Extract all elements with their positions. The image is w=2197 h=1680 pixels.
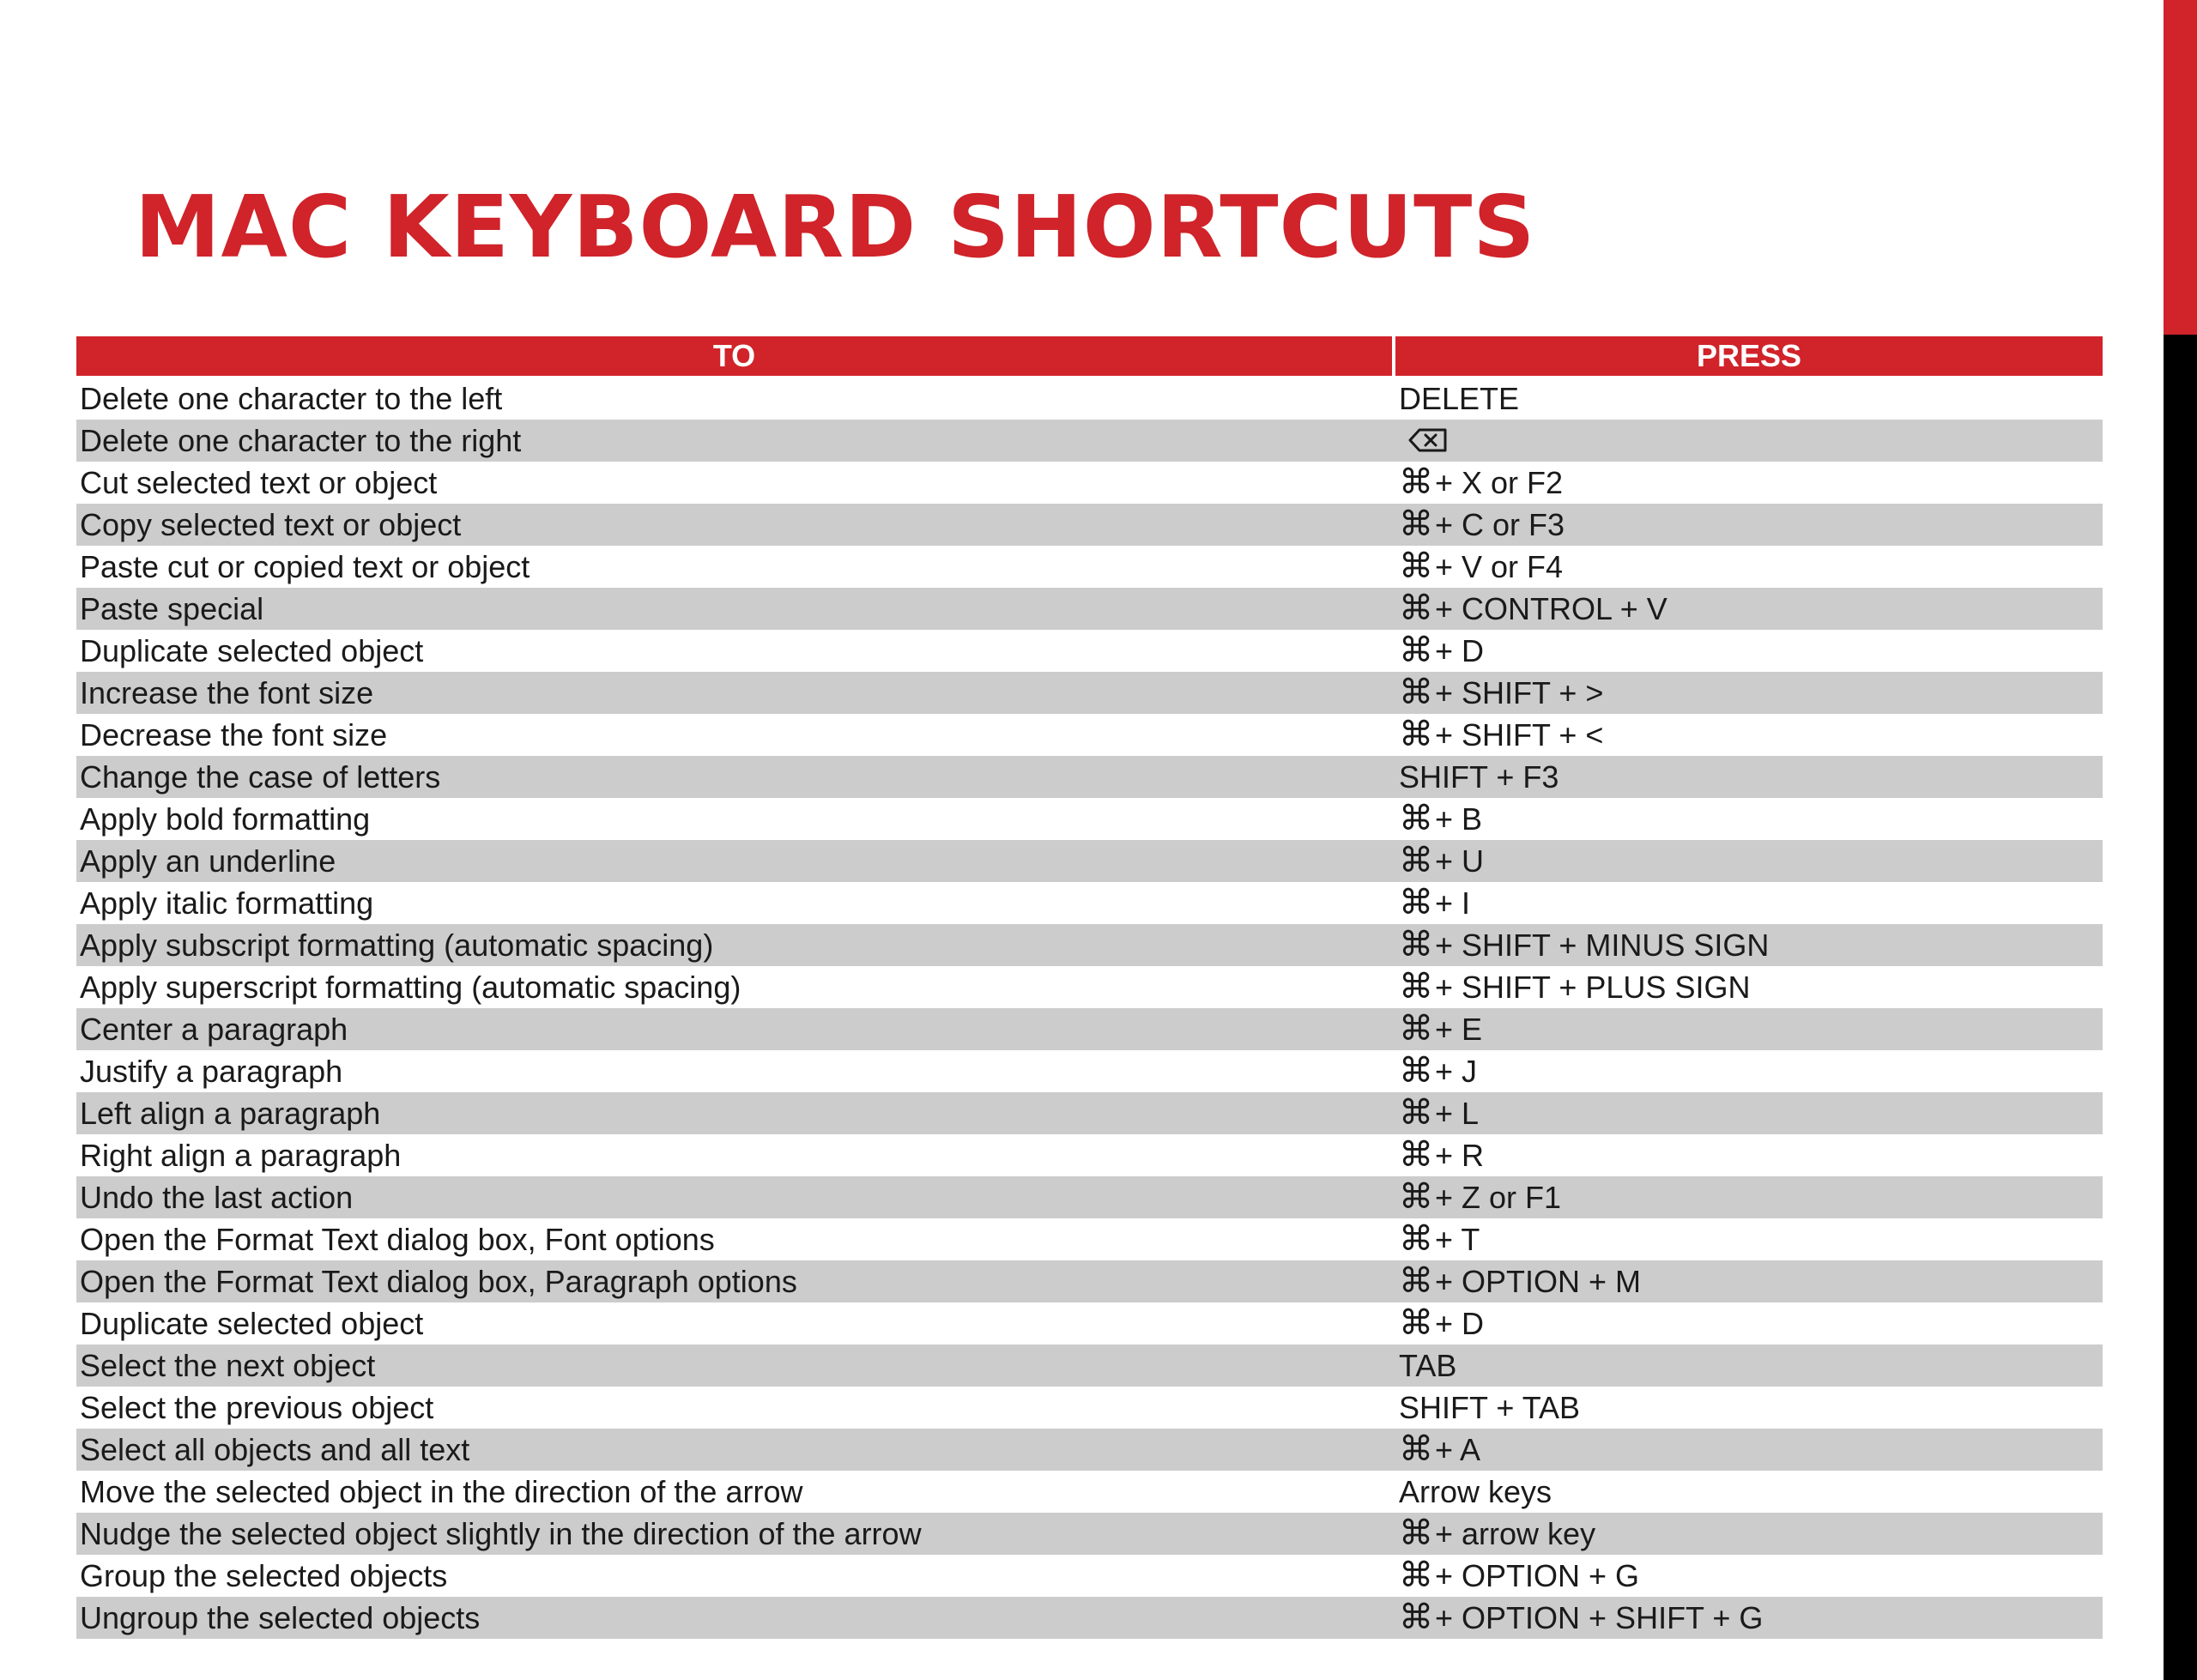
shortcut-keys	[1395, 714, 2103, 756]
action-description: Select the previous object	[80, 1390, 434, 1425]
table-row	[76, 966, 2103, 1008]
column-header-to: TO	[76, 336, 1392, 376]
action-description: Apply superscript formatting (automatic spacing)	[80, 970, 741, 1005]
shortcut-keys-text: SHIFT + F3	[1399, 759, 1559, 795]
shortcut-keys	[1395, 1302, 2103, 1345]
shortcut-keys	[1395, 1260, 2103, 1302]
table-row	[76, 672, 2103, 714]
column-header-press: PRESS	[1395, 336, 2103, 376]
table-row	[76, 1513, 2103, 1555]
action-description: Decrease the font size	[80, 717, 388, 752]
command-key-icon: ⌘	[1399, 841, 1433, 880]
action-description: Delete one character to the left	[80, 381, 503, 416]
table-row	[76, 1471, 2103, 1513]
shortcut-keys-text: Arrow keys	[1399, 1474, 1552, 1509]
action-description: Apply bold formatting	[80, 801, 371, 837]
command-key-icon: ⌘	[1399, 673, 1433, 712]
table-row	[76, 1429, 2103, 1471]
action-description: Duplicate selected object	[80, 633, 424, 668]
shortcut-keys-text: + V or F4	[1435, 549, 1564, 584]
table-row	[76, 1260, 2103, 1302]
shortcut-keys	[1395, 546, 2103, 588]
command-key-icon: ⌘	[1399, 1177, 1433, 1217]
shortcut-keys-text: + OPTION + M	[1435, 1264, 1642, 1299]
command-key-icon: ⌘	[1399, 715, 1433, 754]
shortcut-keys-text: + U	[1435, 843, 1485, 879]
shortcut-keys	[1395, 1387, 2103, 1429]
action-description: Copy selected text or object	[80, 507, 462, 542]
shortcut-keys	[1395, 1429, 2103, 1471]
shortcut-keys-text: + I	[1435, 885, 1471, 921]
shortcut-keys-text: + CONTROL + V	[1435, 591, 1667, 626]
shortcut-keys	[1395, 1471, 2103, 1513]
action-description: Move the selected object in the direction of the arrow	[80, 1474, 803, 1509]
table-row	[76, 1555, 2103, 1597]
table-row	[76, 1134, 2103, 1176]
table-row	[76, 1345, 2103, 1387]
command-key-icon: ⌘	[1399, 505, 1433, 544]
command-key-icon: ⌘	[1399, 967, 1433, 1006]
action-description: Open the Format Text dialog box, Font options	[80, 1222, 715, 1257]
table-row	[76, 1176, 2103, 1218]
shortcut-keys-text: + E	[1435, 1012, 1483, 1047]
action-description: Group the selected objects	[80, 1558, 448, 1593]
shortcut-keys	[1395, 462, 2103, 504]
shortcut-keys-text: + B	[1435, 801, 1483, 837]
table-body	[76, 378, 2103, 1639]
table-row	[76, 1597, 2103, 1639]
action-description: Ungroup the selected objects	[80, 1600, 481, 1635]
table-row	[76, 1218, 2103, 1260]
shortcut-keys	[1395, 504, 2103, 546]
shortcut-keys	[1395, 1597, 2103, 1639]
table-row	[76, 1092, 2103, 1134]
action-description: Apply italic formatting	[80, 885, 374, 921]
shortcut-keys	[1395, 588, 2103, 630]
command-key-icon: ⌘	[1399, 1556, 1433, 1595]
shortcut-keys-text: + SHIFT + >	[1435, 675, 1604, 710]
shortcut-keys-text: + A	[1435, 1432, 1481, 1467]
command-key-icon: ⌘	[1399, 547, 1433, 586]
shortcut-keys-text: + SHIFT + MINUS SIGN	[1435, 928, 1770, 963]
action-description: Justify a paragraph	[80, 1054, 343, 1089]
shortcut-keys-text: + X or F2	[1435, 465, 1564, 500]
command-key-icon: ⌘	[1399, 1051, 1433, 1091]
command-key-icon: ⌘	[1399, 1093, 1433, 1133]
command-key-icon: ⌘	[1399, 1219, 1433, 1259]
command-key-icon: ⌘	[1399, 589, 1433, 628]
action-description: Cut selected text or object	[80, 465, 438, 500]
shortcut-keys	[1395, 924, 2103, 966]
table-row	[76, 588, 2103, 630]
table-row	[76, 1050, 2103, 1092]
table-row	[76, 1302, 2103, 1345]
command-key-icon: ⌘	[1399, 883, 1433, 922]
shortcut-keys	[1395, 1134, 2103, 1176]
shortcut-keys	[1395, 1092, 2103, 1134]
command-key-icon: ⌘	[1399, 799, 1433, 838]
shortcut-keys	[1395, 1050, 2103, 1092]
command-key-icon: ⌘	[1399, 1303, 1433, 1343]
shortcut-keys	[1395, 630, 2103, 672]
side-accent-bar	[2164, 0, 2197, 1680]
table-row	[76, 1387, 2103, 1429]
shortcut-keys-text: + SHIFT + PLUS SIGN	[1435, 970, 1751, 1005]
command-key-icon: ⌘	[1399, 631, 1433, 670]
shortcut-keys-text: + L	[1435, 1096, 1480, 1131]
action-description: Delete one character to the right	[80, 423, 522, 458]
table-row	[76, 420, 2103, 462]
command-key-icon: ⌘	[1399, 1429, 1433, 1469]
action-description: Duplicate selected object	[80, 1306, 424, 1341]
shortcut-keys-text: + D	[1435, 1306, 1485, 1341]
shortcut-keys-text: + SHIFT + <	[1435, 717, 1604, 752]
shortcut-keys-text: + J	[1435, 1054, 1478, 1089]
command-key-icon: ⌘	[1399, 1261, 1433, 1301]
page-title: MAC KEYBOARD SHORTCUTS	[135, 177, 1536, 277]
shortcut-keys-text: + OPTION + G	[1435, 1558, 1640, 1593]
command-key-icon: ⌘	[1399, 462, 1433, 502]
action-description: Paste special	[80, 591, 264, 626]
shortcut-keys	[1395, 1008, 2103, 1050]
shortcut-keys	[1395, 966, 2103, 1008]
shortcut-keys	[1395, 418, 2103, 463]
action-description: Select all objects and all text	[80, 1432, 470, 1467]
table-row	[76, 882, 2103, 924]
delete-forward-icon	[1407, 421, 1449, 463]
table-row	[76, 798, 2103, 840]
command-key-icon: ⌘	[1399, 1514, 1433, 1553]
shortcut-keys-text: + D	[1435, 633, 1485, 668]
action-description: Change the case of letters	[80, 759, 441, 795]
shortcut-keys-text: DELETE	[1399, 381, 1520, 416]
action-description: Left align a paragraph	[80, 1096, 381, 1131]
shortcut-keys	[1395, 1555, 2103, 1597]
table-row	[76, 756, 2103, 798]
action-description: Open the Format Text dialog box, Paragraph options	[80, 1264, 797, 1299]
side-accent-bar-red	[2164, 0, 2197, 335]
shortcut-keys	[1395, 1218, 2103, 1260]
action-description: Undo the last action	[80, 1180, 354, 1215]
action-description: Select the next object	[80, 1348, 376, 1383]
shortcut-keys	[1395, 1345, 2103, 1387]
table-row	[76, 462, 2103, 504]
table-row	[76, 546, 2103, 588]
shortcuts-table	[76, 336, 2103, 1639]
shortcut-keys	[1395, 1513, 2103, 1555]
table-row	[76, 630, 2103, 672]
shortcut-keys-text: + T	[1435, 1222, 1480, 1257]
action-description: Apply an underline	[80, 843, 336, 879]
table-row	[76, 714, 2103, 756]
shortcut-keys-text: SHIFT + TAB	[1399, 1390, 1581, 1425]
shortcut-keys-text: + arrow key	[1435, 1516, 1596, 1551]
table-header	[76, 336, 2103, 376]
command-key-icon: ⌘	[1399, 1135, 1433, 1175]
shortcut-keys-text: + C or F3	[1435, 507, 1565, 542]
command-key-icon: ⌘	[1399, 925, 1433, 964]
action-description: Apply subscript formatting (automatic spacing)	[80, 928, 714, 963]
shortcut-keys-text: + Z or F1	[1435, 1180, 1562, 1215]
shortcut-keys	[1395, 756, 2103, 798]
shortcut-keys	[1395, 798, 2103, 840]
table-row	[76, 1008, 2103, 1050]
action-description: Increase the font size	[80, 675, 374, 710]
shortcut-keys-text: + OPTION + SHIFT + G	[1435, 1600, 1764, 1635]
shortcut-keys-text: TAB	[1399, 1348, 1457, 1383]
shortcut-keys-text: + R	[1435, 1138, 1485, 1173]
shortcut-keys	[1395, 882, 2103, 924]
table-row	[76, 504, 2103, 546]
command-key-icon: ⌘	[1399, 1598, 1433, 1637]
table-row	[76, 840, 2103, 882]
shortcut-keys	[1395, 1176, 2103, 1218]
table-row	[76, 378, 2103, 420]
shortcut-keys	[1395, 840, 2103, 882]
action-description: Right align a paragraph	[80, 1138, 402, 1173]
action-description: Paste cut or copied text or object	[80, 549, 530, 584]
table-row	[76, 924, 2103, 966]
shortcut-keys	[1395, 378, 2103, 420]
command-key-icon: ⌘	[1399, 1009, 1433, 1048]
action-description: Nudge the selected object slightly in the direction of the arrow	[80, 1516, 922, 1551]
action-description: Center a paragraph	[80, 1012, 348, 1047]
shortcut-keys	[1395, 672, 2103, 714]
